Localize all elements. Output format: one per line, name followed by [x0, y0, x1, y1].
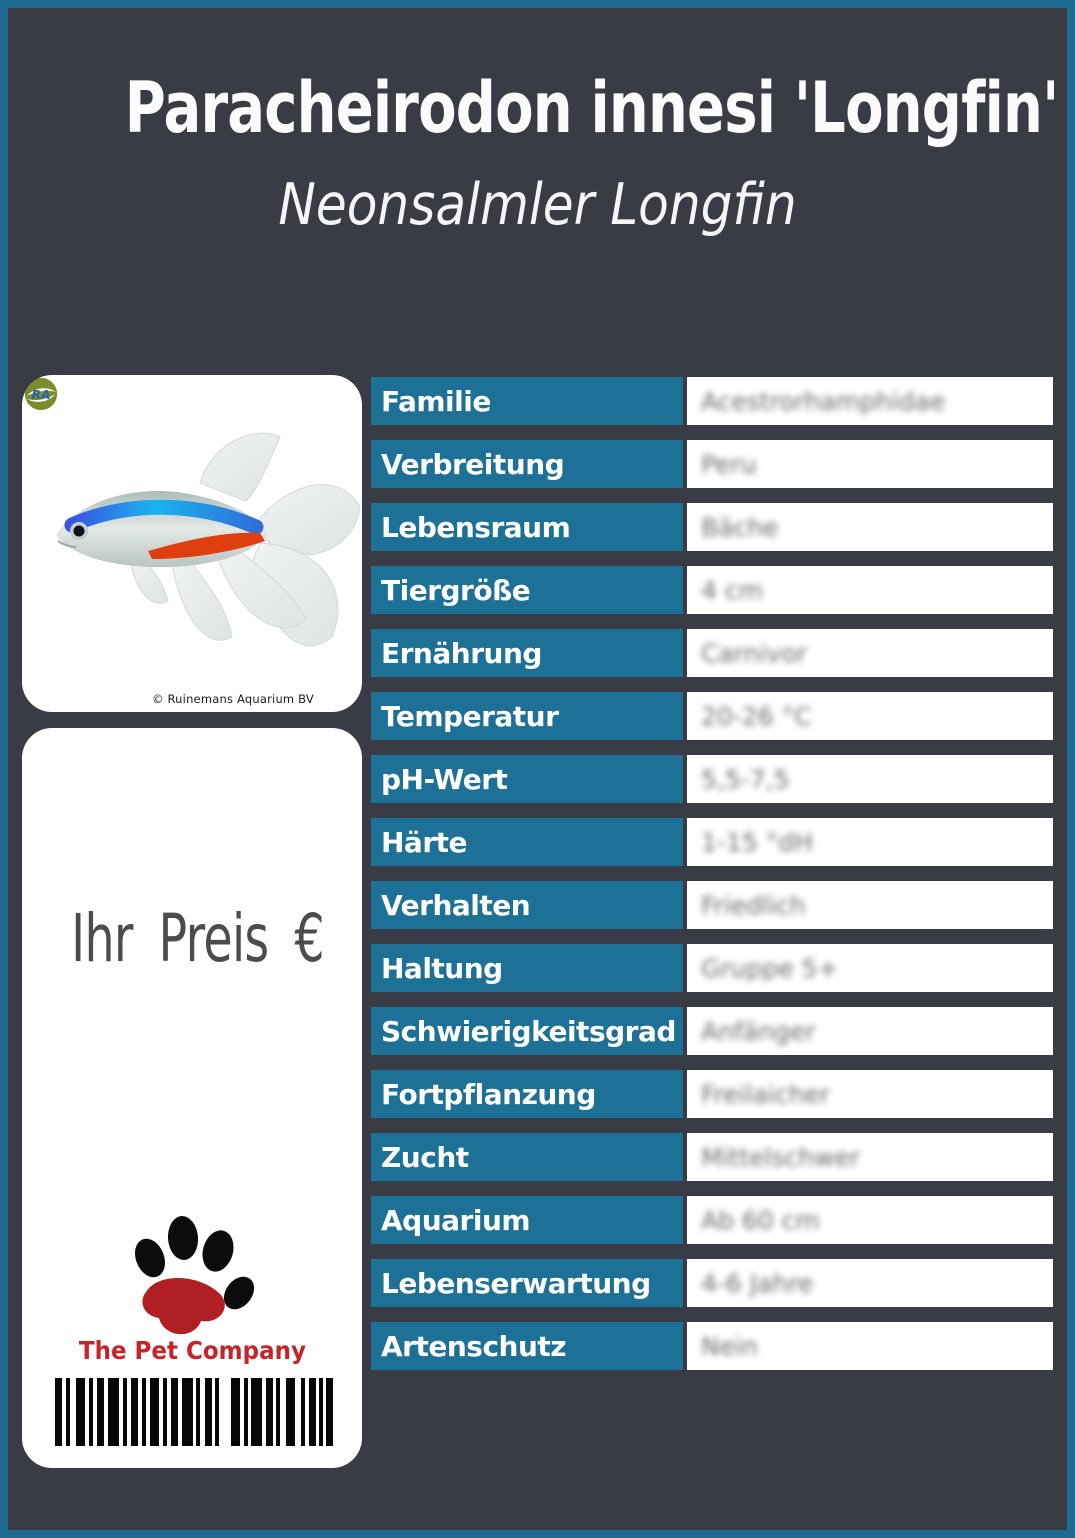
row-label: Lebenserwartung [371, 1259, 683, 1307]
row-label: pH-Wert [371, 755, 683, 803]
row-value: Acestrorhamphidae [687, 377, 1053, 425]
photo-copyright: © Ruinemans Aquarium BV [151, 692, 314, 706]
fish-image [22, 375, 362, 712]
row-label: Aquarium [371, 1196, 683, 1244]
page-title [8, 67, 1067, 149]
table-row [371, 1133, 1053, 1181]
table-row [371, 566, 1053, 614]
row-label: Haltung [371, 944, 683, 992]
row-value: 1-15 °dH [687, 818, 1053, 866]
price-label-text: Ihr Preis € [71, 900, 324, 977]
row-label: Temperatur [371, 692, 683, 740]
fish-photo-card [22, 375, 362, 712]
table-row [371, 629, 1053, 677]
row-value: 4-6 Jahre [687, 1259, 1053, 1307]
table-row [371, 503, 1053, 551]
table-row [371, 377, 1053, 425]
table-row [371, 818, 1053, 866]
row-label: Fortpflanzung [371, 1070, 683, 1118]
page-subtitle [8, 171, 1067, 239]
price-card [22, 728, 362, 1468]
row-value: 4 cm [687, 566, 1053, 614]
table-row [371, 944, 1053, 992]
barcode [55, 1378, 333, 1446]
row-label: Ernährung [371, 629, 683, 677]
table-row [371, 1322, 1053, 1370]
svg-text:RA: RA [31, 387, 51, 402]
row-value: Mittelschwer [687, 1133, 1053, 1181]
row-label: Verbreitung [371, 440, 683, 488]
row-value: Bäche [687, 503, 1053, 551]
table-row [371, 440, 1053, 488]
table-row [371, 1007, 1053, 1055]
ruinemans-aquarium-logo-icon [22, 375, 60, 413]
brand-name-text: The Pet Company [78, 1336, 306, 1365]
row-value: Carnivor [687, 629, 1053, 677]
row-value: Anfänger [687, 1007, 1053, 1055]
spec-table [371, 377, 1053, 1385]
row-label: Verhalten [371, 881, 683, 929]
row-label: Lebensraum [371, 503, 683, 551]
table-row [371, 755, 1053, 803]
row-value: Gruppe 5+ [687, 944, 1053, 992]
row-value: Peru [687, 440, 1053, 488]
table-row [371, 692, 1053, 740]
row-value: 20-26 °C [687, 692, 1053, 740]
row-value: 5,5-7,5 [687, 755, 1053, 803]
row-label: Härte [371, 818, 683, 866]
paw-print-icon [128, 1206, 258, 1344]
row-label: Familie [371, 377, 683, 425]
row-value: Nein [687, 1322, 1053, 1370]
page-subtitle-text: Neonsalmler Longfin [278, 172, 797, 238]
price-label [22, 900, 362, 977]
row-value: Freilaicher [687, 1070, 1053, 1118]
row-value: Ab 60 cm [687, 1196, 1053, 1244]
row-label: Tiergröße [371, 566, 683, 614]
row-label: Zucht [371, 1133, 683, 1181]
row-value: Friedlich [687, 881, 1053, 929]
page-title-text: Paracheirodon innesi 'Longfin' [124, 67, 1059, 149]
table-row [371, 1196, 1053, 1244]
table-row [371, 881, 1053, 929]
table-row [371, 1070, 1053, 1118]
brand-name [22, 1336, 362, 1365]
row-label: Artenschutz [371, 1322, 683, 1370]
row-label: Schwierigkeitsgrad [371, 1007, 683, 1055]
table-row [371, 1259, 1053, 1307]
